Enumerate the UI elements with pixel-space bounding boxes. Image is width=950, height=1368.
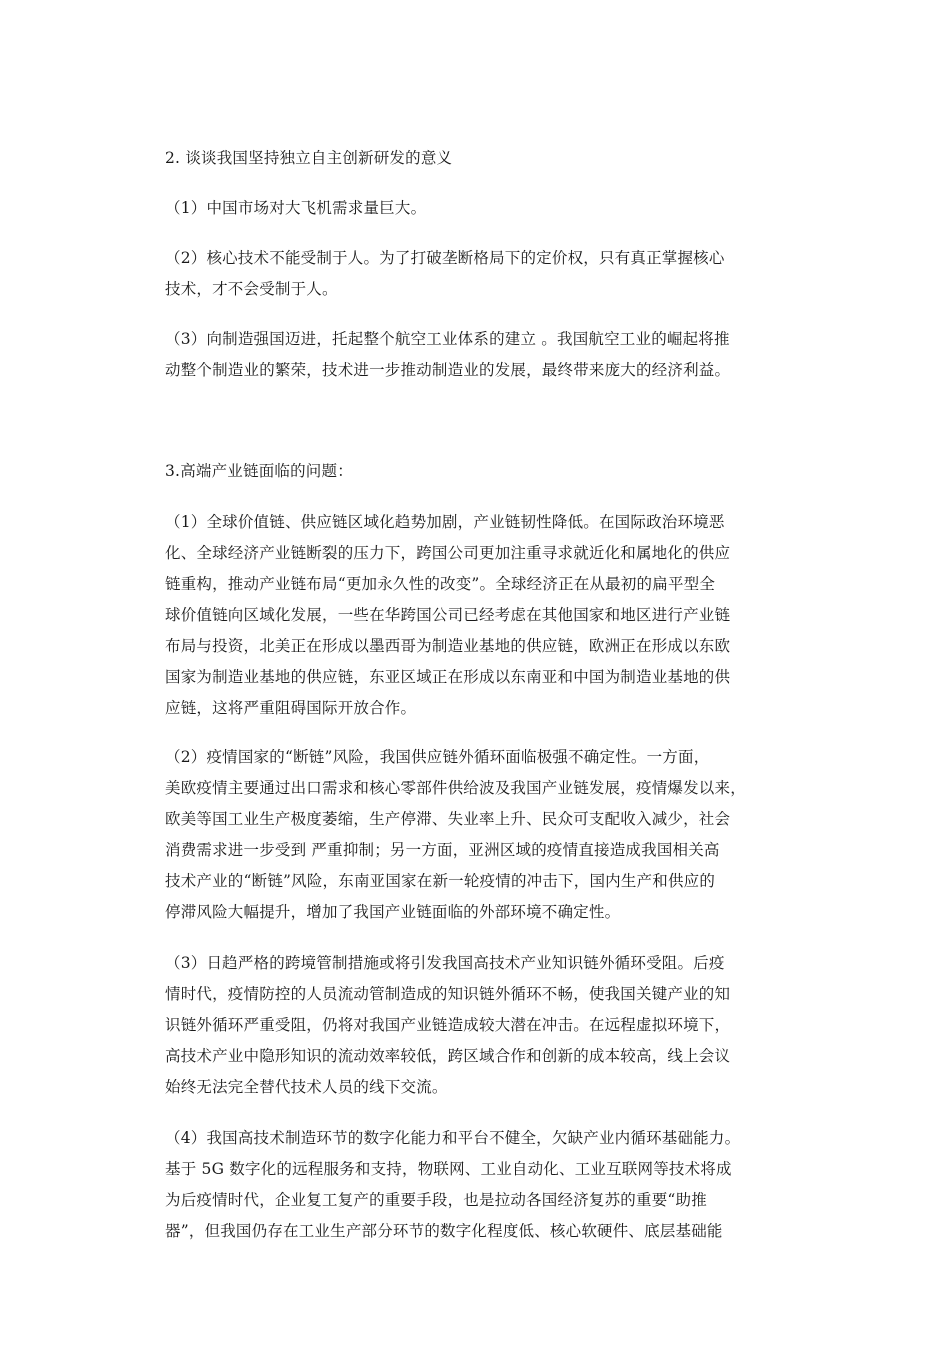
section-3-item-4: （4）我国高技术制造环节的数字化能力和平台不健全，欠缺产业内循环基础能力。 基于 5G 数字化的远程服务和支持，物联网、工业自动化、工业互联网等技术将成 为后疫情时代，企业复工复产的重要手段，也是拉动各国经济复苏的重要“助推 器”，但我国仍存在工业生产部分环节的数字化程度低、核心软硬件、底层基础能 (165, 1129, 741, 1240)
section-3-heading: 3.高端产业链面临的问题： (165, 462, 353, 480)
section-2-item-2: （2）核心技术不能受制于人。为了打破垄断格局下的定价权，只有真正掌握核心 技术，才不会受制于人。 (165, 249, 725, 298)
section-2-item-3: （3）向制造强国迈进，托起整个航空工业体系的建立 。我国航空工业的崛起将推 动整个制造业的繁荣，技术进一步推动制造业的发展，最终带来庞大的经济利益。 (165, 330, 731, 379)
section-2-item-1: （1）中国市场对大飞机需求量巨大。 (165, 199, 427, 217)
section-3-item-2: （2）疫情国家的“断链”风险，我国供应链外循环面临极强不确定性。一方面， 美欧疫情主要通过出口需求和核心零部件供给波及我国产业链发展，疫情爆发以来， 欧美等国工业生产极度萎缩，生产停滞、失业率上升、民众可支配收入减少，社会 消费需求进一步受到 严重抑制；另一方面，亚洲区域的疫情直接造成我国相关高 技术产业的“断链”风险，东南亚国家在新一轮疫情的冲击下，国内生产和供应的 停滞风险大幅提升，增加了我国产业链面临的外部环境不确定性。 (165, 748, 746, 921)
section-2-heading: 2. 谈谈我国坚持独立自主创新研发的意义 (165, 149, 453, 167)
section-3-item-1: （1）全球价值链、供应链区域化趋势加剧，产业链韧性降低。在国际政治环境恶 化、全球经济产业链断裂的压力下，跨国公司更加注重寻求就近化和属地化的供应 链重构，推动产业链布局“更加永久性的改变”。全球经济正在从最初的扁平型全 球价值链向区域化发展，一些在华跨国公司已经考虑在其他国家和地区进行产业链 布局与投资，北美正在形成以墨西哥为制造业基地的供应链，欧洲正在形成以东欧 国家为制造业基地的供应链，东亚区域正在形成以东南亚和中国为制造业基地的供 应链，这将严重阻碍国际开放合作。 (165, 513, 731, 717)
section-3-item-3: （3）日趋严格的跨境管制措施或将引发我国高技术产业知识链外循环受阻。后疫 情时代，疫情防控的人员流动管制造成的知识链外循环不畅，使我国关键产业的知 识链外循环严重受阻，仍将对我国产业链造成较大潜在冲击。在远程虚拟环境下， 高技术产业中隐形知识的流动效率较低，跨区域合作和创新的成本较高，线上会议 始终无法完全替代技术人员的线下交流。 (165, 954, 731, 1096)
